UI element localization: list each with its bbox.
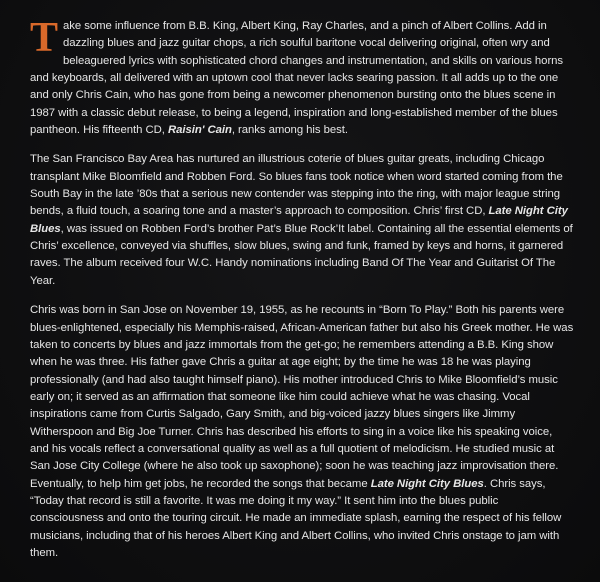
paragraph-3 — [30, 302, 574, 562]
paragraph-1-text-b: , ranks among his best. — [231, 124, 348, 137]
paragraph-2 — [30, 151, 574, 290]
paragraph-1-text-a: ake some influence from B.B. King, Albert King, Ray Charles, and a pinch of Albert Collins. Add in dazzling blues and jazz guitar chops, a rich soulful baritone vocal delivering original, often wry and beleaguered lyrics with sophisticated chord changes and instrumentation, and skills on various horns and keyboards, all delivered with an uptown cool that never lacks searing passion. It all adds up to the one and only Chris Cain, who has gone from being a newcomer phenomenon bursting onto the blues scene in 1987 with a classic debut release, to being a legend, inspiration and long-established member of the blues pantheon. His fifteenth CD, — [30, 20, 564, 137]
paragraph-2-text-a: The San Francisco Bay Area has nurtured an illustrious coterie of blues guitar greats, including Chicago transplant Mike Bloomfield and Robben Ford. So blues fans took notice when word started coming from the South Bay in the late ’80s that a serious new contender was stepping into the ring, with major league string bends, a fluid touch, a soaring tone and a master’s approach to composition. Chris’ first CD, — [30, 153, 563, 218]
album-title-late-night-city-blues: Late Night City Blues — [30, 205, 568, 235]
drop-cap: T — [30, 15, 58, 61]
paragraph-1 — [30, 15, 574, 139]
album-title-raisin-cain: Raisin' Cain — [167, 124, 232, 137]
album-title-late-night-city-blues-2: Late Night City Blues — [370, 477, 484, 490]
paragraph-2-text-b: , was issued on Robben Ford’s brother Pat’s Blue Rock’It label. Containing all the essential elements of Chris’ excellence, conveyed via shuffles, slow blues, swing and funk, framed by keys and horns, it garnered raves. The album received four W.C. Handy nominations including Band Of The Year and Guitarist Of The Year. — [30, 222, 573, 287]
paragraph-3-text-b: . Chris says, “Today that record is still a favorite. It was me doing it my way.” It sent him into the blues public consciousness and onto the touring circuit. He made an immediate splash, earning the respect of his fellow musicians, including that of his heroes Albert King and Albert Collins, who invited Chris onstage to jam with them. — [30, 477, 562, 559]
paragraph-3-text-a: Chris was born in San Jose on November 19, 1955, as he recounts in “Born To Play.” Both his parents were blues-enlightened, especially his Memphis-raised, African-American father but also his Greek mother. He was taken to concerts by blues and jazz immortals from the get-go; he remembers attending a B.B. King show when he was three. His father gave Chris a guitar at age eight; by the time he was 18 he was playing professionally (and had also taught himself piano). His mother introduced Chris to Mike Bloomfield’s music early on; it served as an affirmation that someone like him could achieve what he was chasing. Vocal inspirations came from Curtis Salgado, Gary Smith, and big-voiced jazzy blues singers like Jimmy Witherspoon and Big Joe Turner. Chris has described his efforts to sing in a voice like his speaking voice, and his vocals reflect a conversational quality as well as a full quotient of melodicism. He studied music at San Jose City College (where he also took up saxophone); soon he was teaching jazz improvisation there. Eventually, to help him get jobs, he recorded the songs that became — [30, 304, 574, 490]
